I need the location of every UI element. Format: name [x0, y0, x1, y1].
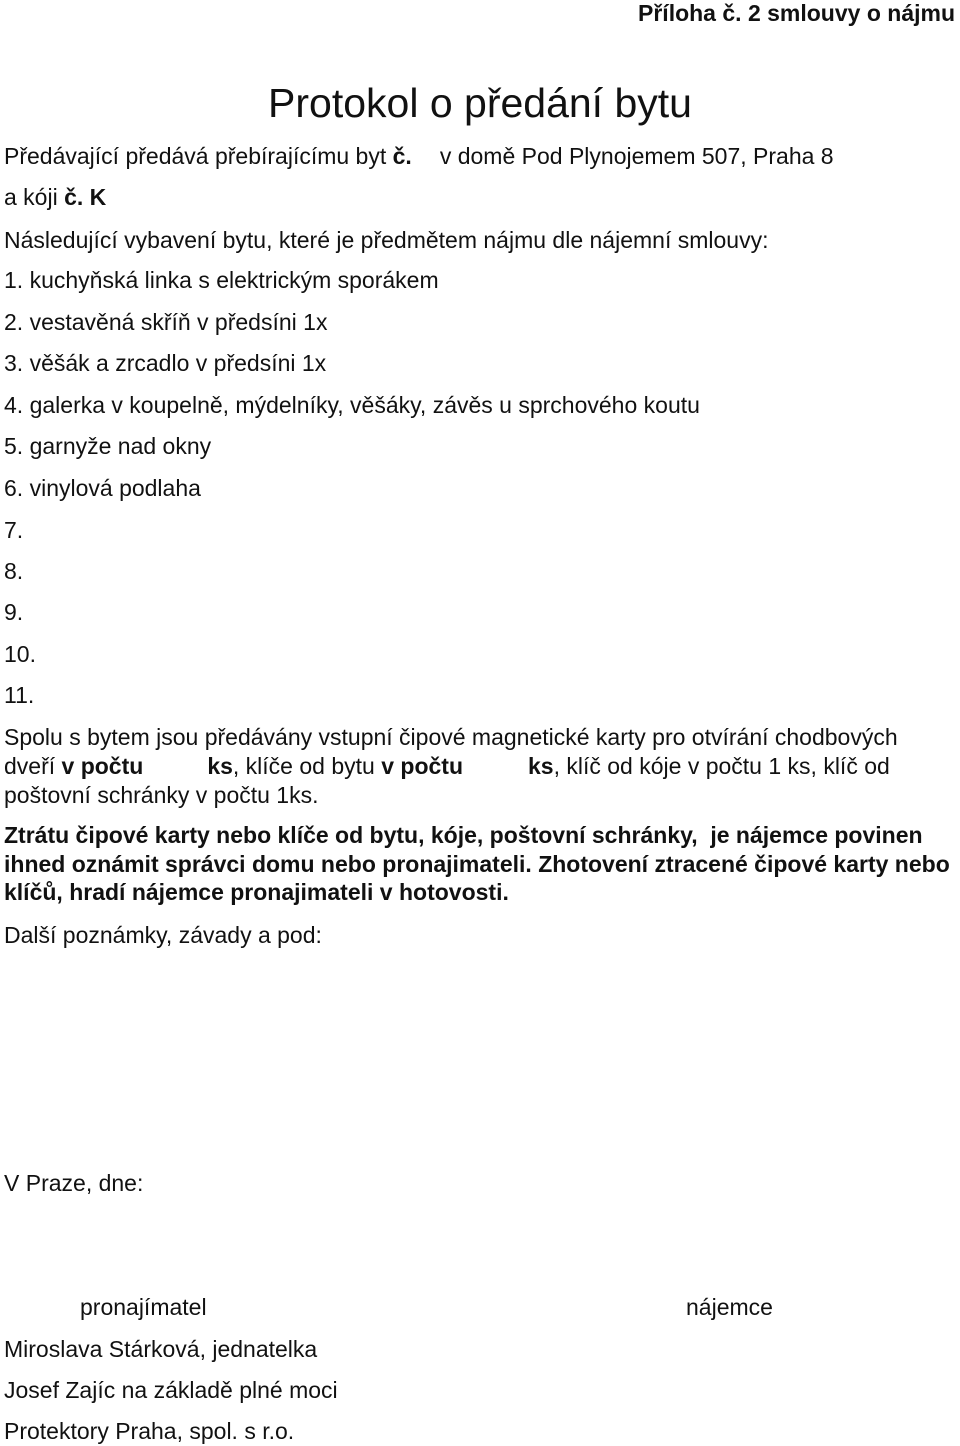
equipment-item	[4, 349, 326, 377]
cellar-text: a kóji	[4, 184, 65, 210]
keys-paragraph-line	[4, 752, 890, 780]
item-number: 2.	[4, 309, 24, 335]
place-date-label: V Praze, dne:	[4, 1170, 144, 1196]
chip-card-count-label: v počtu	[61, 753, 144, 779]
item-number: 4.	[4, 392, 24, 418]
chip-card-unit: ks	[207, 753, 233, 779]
landlord-signature-label: pronajímatel	[80, 1294, 207, 1320]
annex-label: Příloha č. 2 smlouvy o nájmu	[638, 0, 955, 26]
item-text: vinylová podlaha	[29, 475, 201, 501]
item-number: 1.	[4, 267, 24, 293]
item-number: 10.	[4, 641, 36, 667]
keys-text: , klíče od bytu	[232, 753, 382, 779]
flat-key-count-blank	[463, 773, 528, 774]
loss-notice-line: ihned oznámit správci domu nebo pronajimateli. Zhotovení ztracené čipové karty nebo	[4, 851, 950, 877]
keys-text: dveří	[4, 753, 62, 779]
cellar-number-label: č. K	[64, 184, 107, 210]
equipment-item	[4, 640, 36, 668]
item-number: 5.	[4, 433, 24, 459]
item-text: kuchyňská linka s elektrickým sporákem	[29, 267, 439, 293]
item-number: 3.	[4, 350, 24, 376]
flat-number-blank	[412, 163, 440, 164]
notes-label: Další poznámky, závady a pod:	[4, 922, 322, 948]
landlord-proxy: Josef Zajíc na základě plné moci	[4, 1377, 338, 1403]
loss-notice-line: klíčů, hradí nájemce pronajimateli v hotovosti.	[4, 879, 509, 905]
item-number: 7.	[4, 517, 24, 543]
landlord-representative: Miroslava Stárková, jednatelka	[4, 1336, 318, 1362]
equipment-item	[4, 681, 34, 709]
item-text: věšák a zrcadlo v předsíni 1x	[29, 350, 327, 376]
chip-card-count-blank	[143, 773, 207, 774]
landlord-company: Protektory Praha, spol. s r.o.	[4, 1418, 295, 1444]
flat-key-count-label: v počtu	[381, 753, 463, 779]
equipment-item	[4, 516, 23, 544]
item-text: vestavěná skříň v předsíni 1x	[29, 309, 328, 335]
flat-key-unit: ks	[528, 753, 554, 779]
equipment-heading: Následující vybavení bytu, které je předmětem nájmu dle nájemní smlouvy:	[4, 227, 769, 253]
handover-flat-line	[4, 142, 834, 170]
keys-paragraph-line: poštovní schránky v počtu 1ks.	[4, 782, 319, 808]
equipment-item	[4, 308, 327, 336]
document-title: Protokol o předání bytu	[268, 80, 692, 126]
equipment-item	[4, 432, 211, 460]
equipment-item	[4, 474, 201, 502]
equipment-item	[4, 598, 23, 626]
item-number: 6.	[4, 475, 24, 501]
item-number: 8.	[4, 558, 24, 584]
loss-notice-line: Ztrátu čipové karty nebo klíče od bytu, kóje, poštovní schránky, je nájemce povinen	[4, 822, 923, 848]
handover-flat-text: Předávající předává přebírajícímu byt	[4, 143, 393, 169]
address-text: v domě Pod Plynojemem 507, Praha 8	[439, 143, 834, 169]
keys-paragraph-line: Spolu s bytem jsou předávány vstupní čipové magnetické karty pro otvírání chodbových	[4, 724, 898, 750]
keys-text: , klíč od kóje v počtu 1 ks, klíč od	[553, 753, 890, 779]
tenant-signature-label: nájemce	[686, 1294, 773, 1320]
item-number: 11.	[4, 682, 35, 708]
item-text: garnyže nad okny	[29, 433, 212, 459]
equipment-item	[4, 557, 23, 585]
item-text: galerka v koupelně, mýdelníky, věšáky, závěs u sprchového koutu	[29, 392, 700, 418]
handover-cellar-line	[4, 183, 106, 211]
flat-number-label: č.	[392, 143, 412, 169]
equipment-item	[4, 266, 439, 294]
item-number: 9.	[4, 599, 24, 625]
equipment-item	[4, 391, 700, 419]
